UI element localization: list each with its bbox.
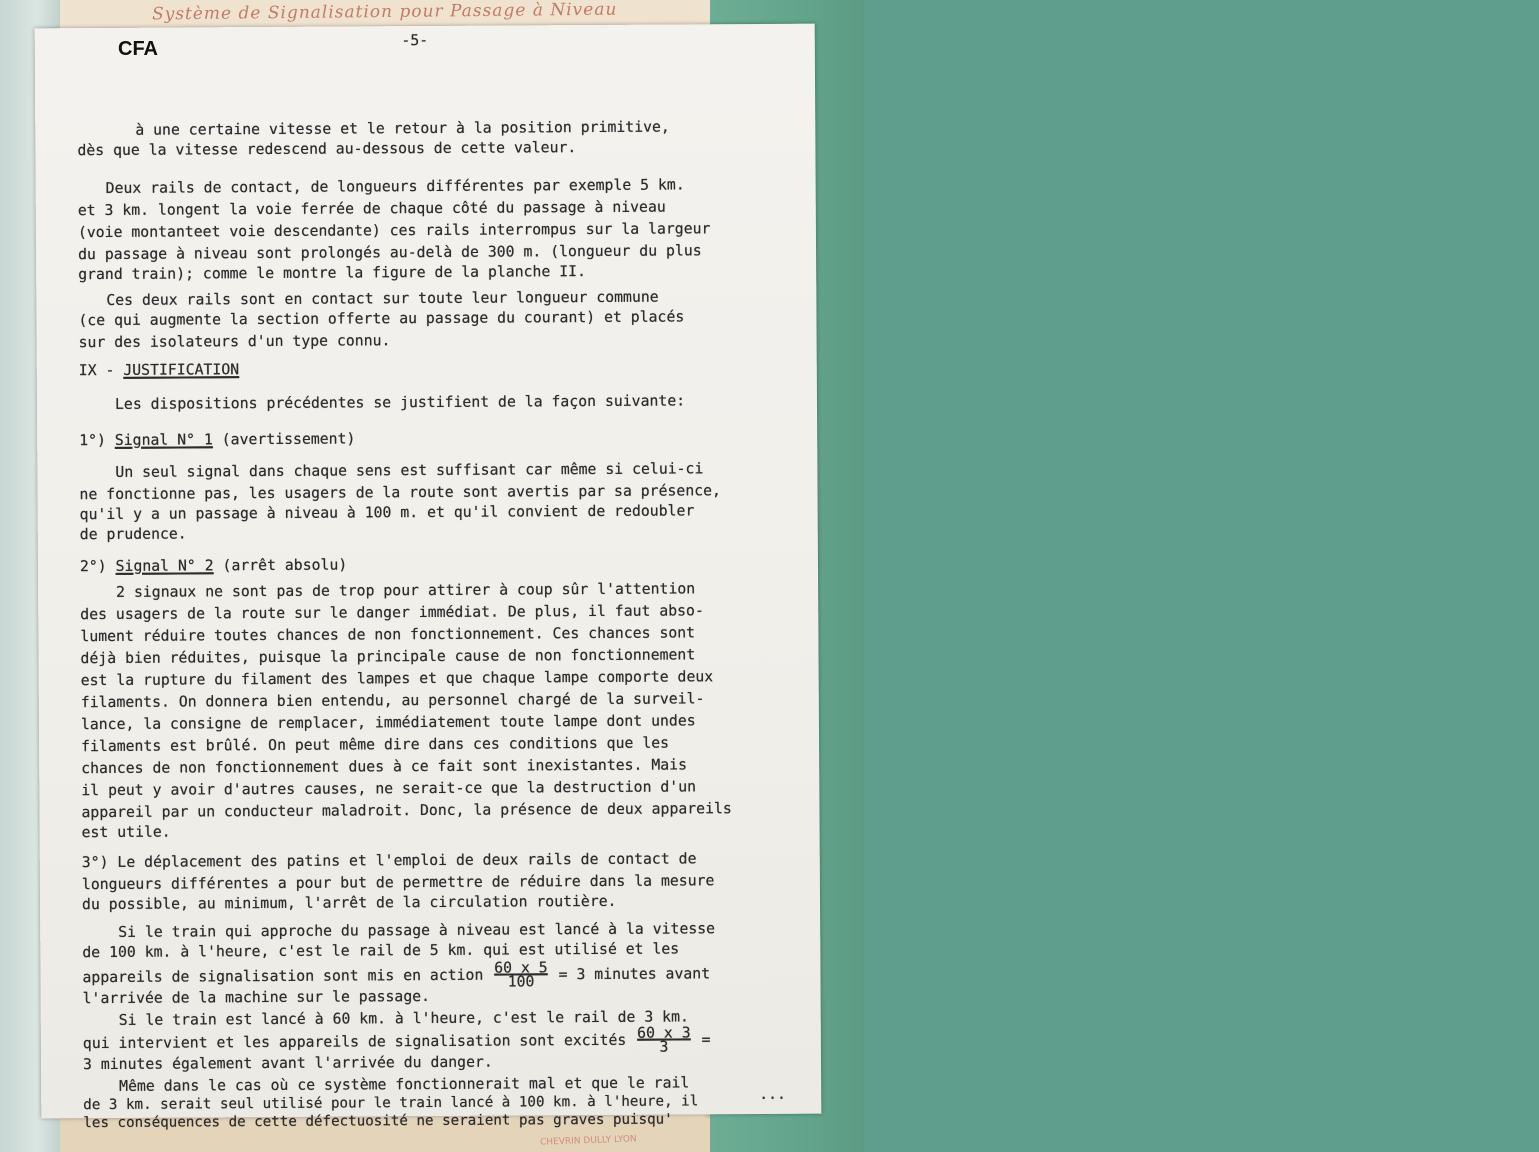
text-line: de 3 km. serait seul utilisé pour le train lancé à 100 km. à l'heure, il: [83, 1093, 699, 1114]
text-line: lance, la consigne de remplacer, immédiatement toute lampe dont undes: [80, 712, 696, 734]
text-line: Deux rails de contact, de longueurs différentes par exemple 5 km.: [105, 176, 685, 197]
item-subtitle: (avertissement): [212, 430, 356, 449]
text-line: Ces deux rails sont en contact sur toute leur longueur commune: [106, 288, 659, 309]
item-number: 1°): [79, 431, 115, 450]
text-line: de 100 km. à l'heure, c'est le rail de 5 km. qui est utilisé et les: [82, 940, 680, 962]
text-line: les conséquences de cette défectuosité ne seraient pas graves puisqu': [83, 1111, 673, 1132]
section-title: JUSTIFICATION: [123, 361, 240, 379]
text-line: 3 minutes également avant l'arrivée du danger.: [82, 1053, 493, 1074]
item-heading: [79, 425, 859, 452]
fraction-denominator: 3: [659, 1038, 669, 1056]
text-line: Si le train qui approche du passage à niveau est lancé à la vitesse: [118, 920, 716, 941]
text-line: est utile.: [81, 823, 171, 842]
text-line: grand train); comme le montre la figure de la planche II.: [78, 263, 587, 284]
text-line: Les dispositions précédentes se justifient de la façon suivante:: [114, 392, 686, 413]
fraction-numerator: 60 x 3: [637, 1024, 691, 1042]
text-line: des usagers de la route sur le danger immédiat. De plus, il faut abso-: [80, 602, 704, 624]
text-line: qu'il y a un passage à niveau à 100 m. et qu'il convient de redoubler: [79, 502, 695, 524]
fraction-tail: =: [692, 1031, 711, 1049]
text-line: (voie montanteet voie descendante) ces rails interrompus sur la largeur: [77, 220, 711, 242]
item-title: Signal N° 2: [115, 557, 214, 575]
fraction-numerator: 60 x 5: [494, 959, 548, 977]
text-line: de prudence.: [79, 525, 187, 544]
continuation-marker: ...: [759, 1085, 786, 1103]
fraction-lead: appareils de signalisation sont mis en action: [82, 966, 493, 987]
text-line: (ce qui augmente la section offerte au passage du courant) et placés: [78, 308, 685, 330]
handwritten-header: Système de Signalisation pour Passage à Niveau: [151, 0, 618, 25]
text-line: longueurs différentes a pour but de permettre de réduire dans la mesure: [81, 872, 715, 894]
footer-stamp: CHEVRIN DULLY LYON: [539, 1134, 637, 1148]
text-line: filaments est brûlé. On peut même dire dans ces conditions que les: [81, 734, 670, 756]
text-line: Un seul signal dans chaque sens est suffisant car même si celui-ci: [115, 460, 704, 481]
text-line: du passage à niveau sont prolongés au-delà de 300 m. (longueur du plus: [78, 242, 702, 264]
item-title: Signal N° 1: [114, 431, 213, 449]
item-heading: [80, 551, 860, 578]
section-number: IX -: [78, 361, 124, 380]
typed-page: [35, 24, 822, 1132]
text-line: il peut y avoir d'autres causes, ne serait-ce que la destruction d'un: [81, 778, 697, 800]
text-line: appareil par un conducteur maladroit. Donc, la présence de deux appareils: [81, 800, 732, 822]
cfa-label: CFA: [118, 38, 158, 60]
text-line: à une certaine vitesse et le retour à la position primitive,: [135, 118, 670, 139]
text-line: du possible, au minimum, l'arrêt de la circulation routière.: [81, 892, 617, 914]
text-line: déjà bien réduites, puisque la principale cause de non fonctionnement: [80, 646, 696, 668]
section-heading: [79, 355, 859, 382]
page-number: -5-: [401, 31, 429, 50]
item-subtitle: (arrêt absolu): [213, 556, 348, 575]
text-line: dès que la vitesse redescend au-dessous de cette valeur.: [77, 139, 577, 160]
text-line: l'arrivée de la machine sur le passage.: [82, 987, 431, 1008]
text-line: Même dans le cas où ce système fonctionnerait mal et que le rail: [119, 1074, 690, 1095]
fraction-lead: qui intervient et les appareils de signalisation sont excités: [82, 1031, 636, 1053]
text-line: est la rupture du filament des lampes et que chaque lampe comporte deux: [80, 668, 714, 690]
text-line: 3°) Le déplacement des patins et l'emploi de deux rails de contact de: [81, 850, 697, 872]
text-line: lument réduire toutes chances de non fonctionnement. Ces chances sont: [80, 624, 696, 646]
text-line: filaments. On donnera bien entendu, au personnel chargé de la surveil-: [80, 690, 705, 712]
text-line: sur des isolateurs d'un type connu.: [78, 332, 391, 352]
fraction-denominator: 100: [507, 973, 535, 991]
fraction-tail: = 3 minutes avant: [549, 965, 711, 984]
text-line: Si le train est lancé à 60 km. à l'heure, c'est le rail de 3 km.: [118, 1008, 689, 1029]
item-number: 2°): [79, 557, 116, 576]
text-line: 2 signaux ne sont pas de trop pour attirer à coup sûr l'attention: [116, 580, 696, 601]
text-line: chances de non fonctionnement dues à ce fait sont inexistantes. Mais: [81, 756, 688, 778]
text-line: et 3 km. longent la voie ferrée de chaque côté du passage à niveau: [77, 198, 666, 220]
text-line: ne fonctionne pas, les usagers de la route sont avertis par sa présence,: [79, 482, 721, 504]
